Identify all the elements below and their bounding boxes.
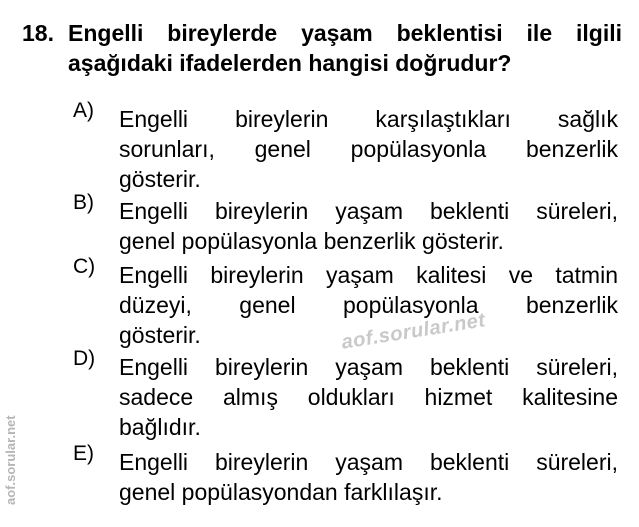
question-text-line: Engelli bireylerde yaşam beklentisi ile ilgili xyxy=(68,20,622,46)
option-letter: D) xyxy=(73,347,96,370)
option-text-line: genel popülasyondan farklılaşır. xyxy=(119,479,443,505)
option-b[interactable] xyxy=(73,191,618,256)
option-text-line: Engelli bireylerin yaşam beklenti süreleri, xyxy=(119,198,618,224)
option-text-line: sadece almış oldukları hizmet kalitesine xyxy=(119,384,618,410)
option-d[interactable] xyxy=(73,347,618,442)
question xyxy=(22,18,622,78)
option-text xyxy=(119,104,618,194)
watermark-center: aof.sorular.net xyxy=(340,309,487,354)
option-text-line: bağlıdır. xyxy=(119,414,201,440)
question-text xyxy=(68,18,622,78)
option-text-line: Engelli bireylerin yaşam beklenti süreleri, xyxy=(119,449,618,475)
option-letter: B) xyxy=(73,191,94,214)
option-text-line: Engelli bireylerin yaşam beklenti süreleri, xyxy=(119,354,618,380)
option-text-line: düzeyi, genel popülasyonla benzerlik xyxy=(119,292,618,318)
option-text-line: genel popülasyonla benzerlik gösterir. xyxy=(119,228,504,254)
watermark-side: aof.sorular.net xyxy=(3,415,18,505)
option-text xyxy=(119,447,618,507)
question-text-line: aşağıdaki ifadelerden hangisi doğrudur? xyxy=(68,50,512,76)
option-e[interactable] xyxy=(73,442,618,507)
option-text-line: Engelli bireylerin karşılaştıkları sağlık xyxy=(119,106,618,132)
option-text xyxy=(119,352,618,442)
option-letter: C) xyxy=(73,255,96,278)
option-text-line: gösterir. xyxy=(119,166,201,192)
option-a[interactable] xyxy=(73,99,618,194)
question-number: 18. xyxy=(22,20,54,46)
option-letter: E) xyxy=(73,442,94,465)
option-text-line: sorunları, genel popülasyonla benzerlik xyxy=(119,136,618,162)
option-letter: A) xyxy=(73,99,94,122)
option-text-line: gösterir. xyxy=(119,322,201,348)
option-text xyxy=(119,196,618,256)
option-text-line: Engelli bireylerin yaşam kalitesi ve tatmin xyxy=(119,262,618,288)
